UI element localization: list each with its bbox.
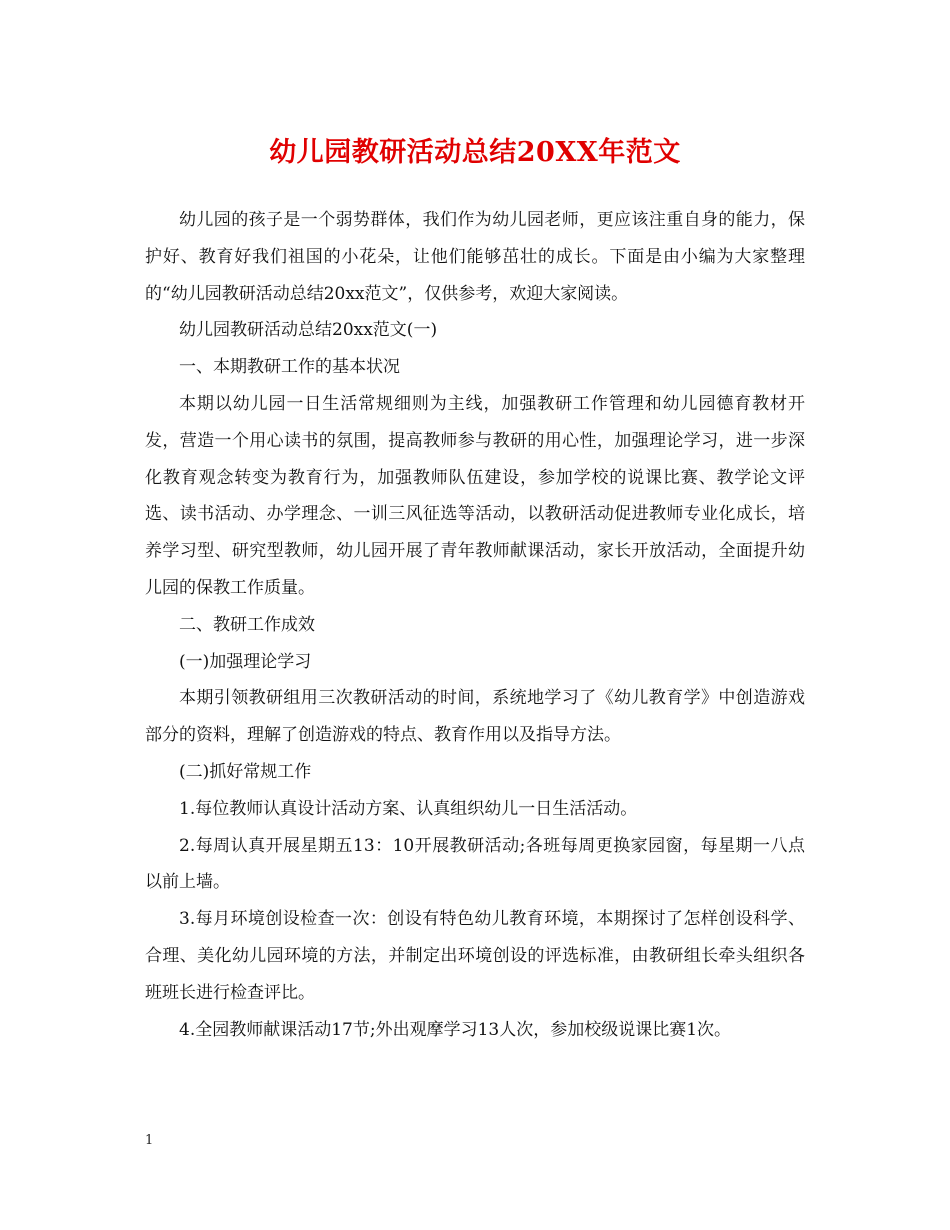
- body-paragraph: 本期以幼儿园一日生活常规细则为主线，加强教研工作管理和幼儿园德育教材开发，营造一个用心读书的氛围，提高教师参与教研的用心性，加强理论学习，进一步深化教育观念转变为教育行为，加强教师队伍建设，参加学校的说课比赛、教学论文评选、读书活动、办学理念、一训三风征选等活动，以教研活动促进教师专业化成长，培养学习型、研究型教师，幼儿园开展了青年教师献课活动，家长开放活动，全面提升幼儿园的保教工作质量。: [145, 393, 805, 598]
- list-item: 1.每位教师认真设计活动方案、认真组织幼儿一日生活活动。: [179, 798, 638, 819]
- section-heading: 幼儿园教研活动总结20xx范文(一): [179, 320, 438, 341]
- section-heading: 一、本期教研工作的基本状况: [179, 357, 400, 378]
- document-body: [145, 202, 805, 1048]
- page-number: 1: [145, 1133, 154, 1148]
- list-item: 3.每月环境创设检查一次：创设有特色幼儿教育环境，本期探讨了怎样创设科学、合理、美化幼儿园环境的方法，并制定出环境创设的评选标准，由教研组长牵头组织各班班长进行检查评比。: [145, 909, 805, 1003]
- subsection-heading: (一)加强理论学习: [179, 651, 312, 672]
- list-item: 2.每周认真开展星期五13：10开展教研活动;各班每周更换家园窗，每星期一八点以前上墙。: [145, 835, 805, 893]
- section-heading: 二、教研工作成效: [179, 614, 315, 635]
- subsection-heading: (二)抓好常规工作: [179, 761, 312, 782]
- body-paragraph: 幼儿园的孩子是一个弱势群体，我们作为幼儿园老师，更应该注重自身的能力，保护好、教育好我们祖国的小花朵，让他们能够茁壮的成长。下面是由小编为大家整理的“幼儿园教研活动总结20xx范文”，仅供参考，欢迎大家阅读。: [145, 210, 805, 304]
- body-paragraph: 本期引领教研组用三次教研活动的时间，系统地学习了《幼儿教育学》中创造游戏部分的资料，理解了创造游戏的特点、教育作用以及指导方法。: [145, 688, 805, 746]
- list-item: 4.全园教师献课活动17节;外出观摩学习13人次，参加校级说课比赛1次。: [179, 1019, 732, 1040]
- document-title: 幼儿园教研活动总结20XX年范文: [269, 137, 681, 168]
